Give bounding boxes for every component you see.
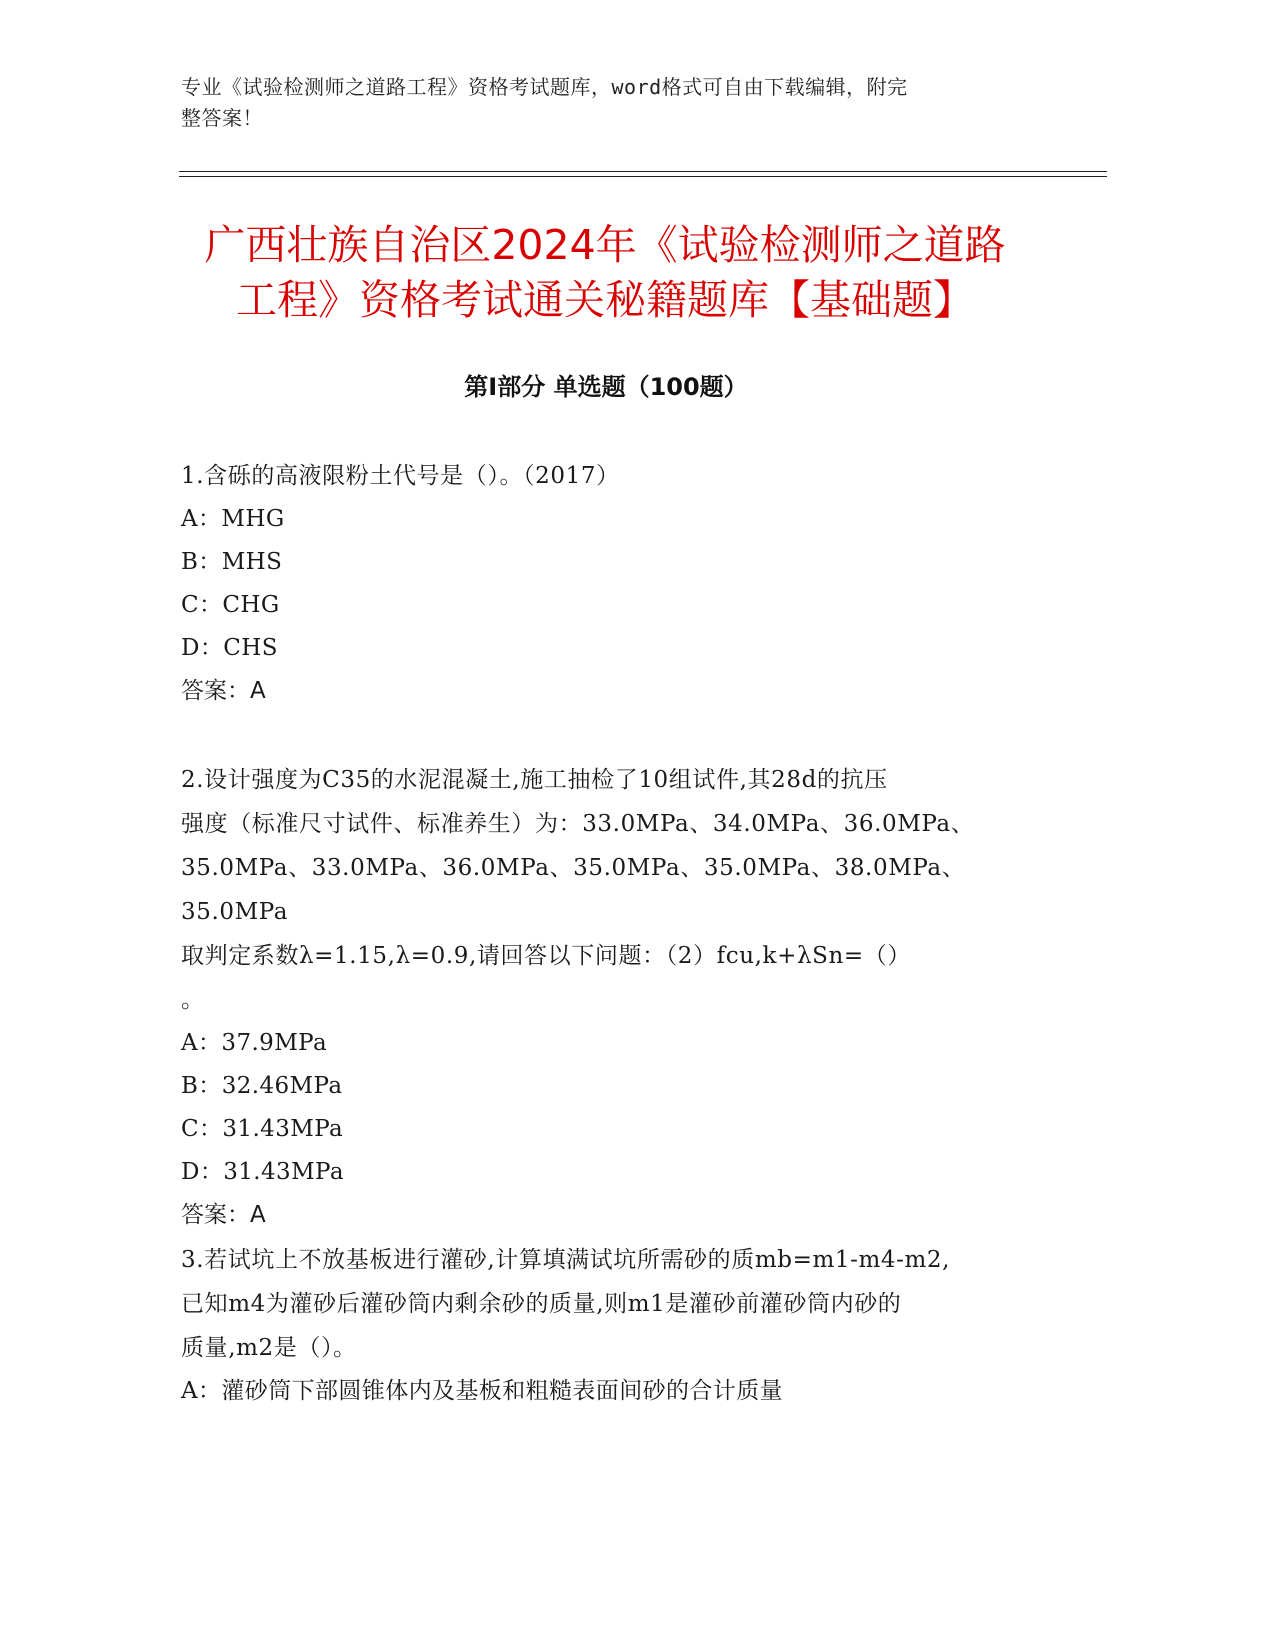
question-3 [181,1238,1041,1413]
document-title-line: 广西壮族自治区2024年《试验检测师之道路 [204,221,1006,269]
header-divider [179,171,1107,172]
option-a: A：灌砂筒下部圆锥体内及基板和粗糙表面间砂的合计质量 [181,1378,784,1404]
option-a: A：37.9MPa [181,1030,328,1056]
answer: 答案：A [181,678,266,704]
question-1 [181,454,1041,713]
question-stem-line: 2.设计强度为C35的水泥混凝土,施工抽检了10组试件,其28d的抗压 [181,767,888,793]
question-stem-line: 3.若试坑上不放基板进行灌砂,计算填满试坑所需砂的质mb=m1-m4-m2, [181,1247,951,1273]
option-c: C：CHG [181,592,280,618]
question-stem-line: 。 [181,987,205,1013]
document-title-line: 工程》资格考试通关秘籍题库【基础题】 [236,276,974,324]
question-stem-line: 质量,m2是（）。 [181,1335,357,1361]
option-c: C：31.43MPa [181,1116,344,1142]
question-stem-line: 已知m4为灌砂后灌砂筒内剩余砂的质量,则m1是灌砂前灌砂筒内砂的 [181,1291,902,1317]
question-stem-line: 取判定系数λ=1.15,λ=0.9,请回答以下问题：（2）fcu,k+λSn=（） [181,943,911,969]
question-stem-line: 35.0MPa、33.0MPa、36.0MPa、35.0MPa、35.0MPa、38.0MPa、35.0MPa [181,855,966,925]
option-b: B：32.46MPa [181,1073,343,1099]
question-stem-line: 强度（标准尺寸试件、标准养生）为：33.0MPa、34.0MPa、36.0MPa、 [181,811,975,837]
option-d: D：CHS [181,635,278,661]
header-note [181,72,1041,134]
option-a: A：MHG [181,506,285,532]
question-stem: 1.含砾的高液限粉土代号是（）。（2017） [181,463,620,489]
option-b: B：MHS [181,549,283,575]
header-note-line: 专业《试验检测师之道路工程》资格考试题库，word格式可自由下载编辑，附完 [181,75,908,99]
section-title: 第Ⅰ部分 单选题（100题） [464,373,748,401]
header-divider [179,176,1107,177]
document-title [150,218,1060,328]
option-d: D：31.43MPa [181,1159,344,1185]
answer: 答案：A [181,1202,266,1228]
header-note-line: 整答案！ [181,106,263,130]
question-2 [181,758,1041,1237]
